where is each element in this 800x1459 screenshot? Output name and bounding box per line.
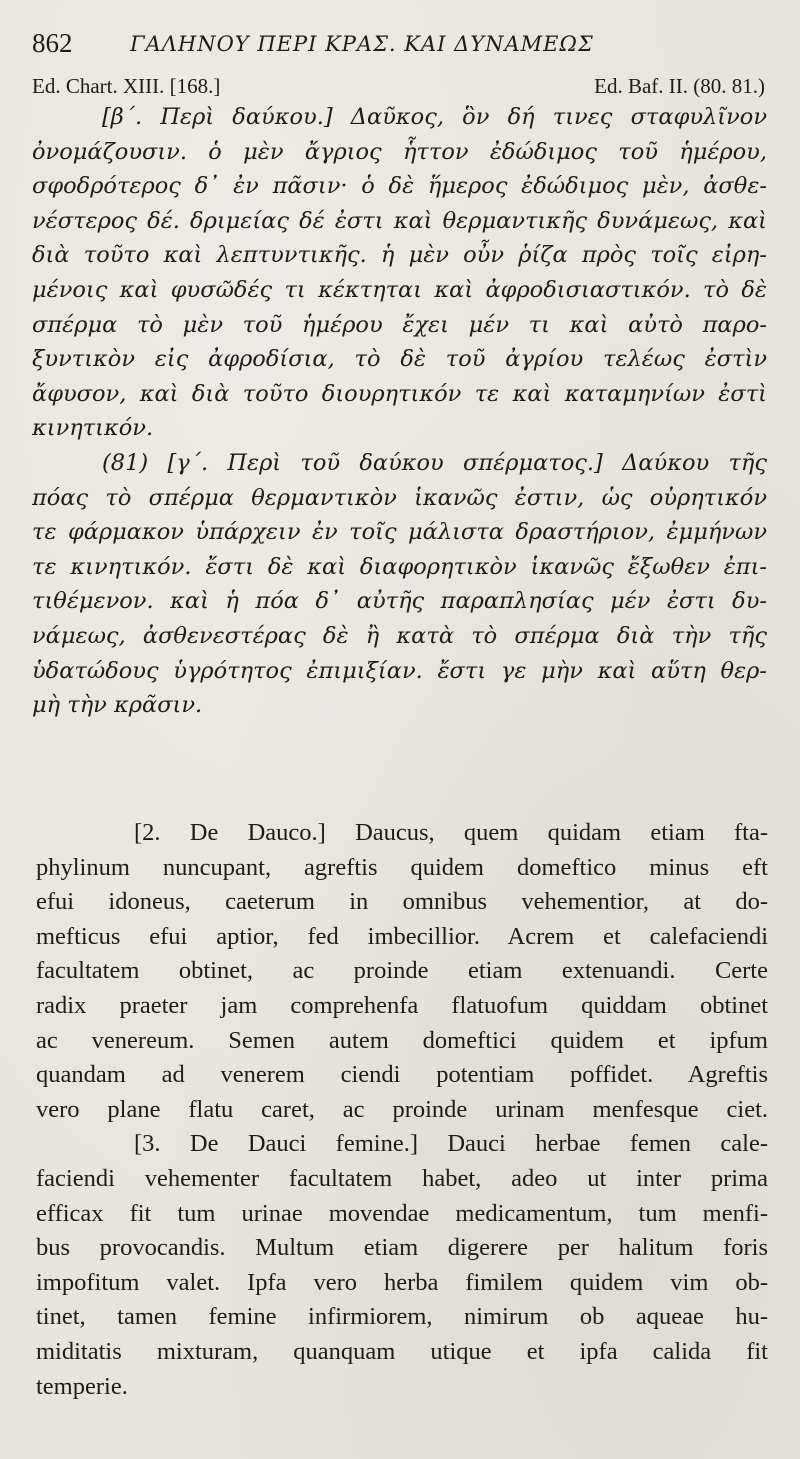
latin-line: efficax fit tum urinae movendae medicamentum, tum menfi-	[36, 1199, 768, 1227]
edition-chart-reference: Ed. Chart. XIII. [168.]	[32, 74, 221, 98]
greek-line: πόας τὸ σπέρμα θερμαντικὸν ἱκανῶς ἐστιν, ὡς οὐρητικόν	[32, 484, 767, 511]
latin-line: bus provocandis. Multum etiam digerere per halitum foris	[36, 1234, 768, 1262]
latin-line: ac venereum. Semen autem domeftici quidem et ipfum	[36, 1026, 768, 1054]
greek-line: σπέρμα τὸ μὲν τοῦ ἡμέρου ἔχει μέν τι καὶ αὐτὸ παρο-	[32, 311, 767, 338]
latin-line: temperie.	[36, 1372, 128, 1400]
latin-line: mefticus efui aptior, fed imbecillior. Acrem et calefaciendi	[36, 922, 768, 950]
latin-line: radix praeter jam comprehenfa flatuofum quiddam obtinet	[36, 991, 768, 1019]
greek-line: νάμεως, ἀσθενεστέρας δὲ ἢ κατὰ τὸ σπέρμα διὰ τὴν τῆς	[32, 622, 767, 649]
latin-line: efui idoneus, caeterum in omnibus vehementior, at do-	[36, 888, 768, 916]
latin-line: faciendi vehementer facultatem habet, adeo ut inter prima	[36, 1164, 768, 1192]
greek-line: μένοις καὶ φυσῶδές τι κέκτηται καὶ ἀφροδισιαστικόν. τὸ δὲ	[32, 276, 767, 303]
greek-line: τε φάρμακον ὑπάρχειν ἐν τοῖς μάλιστα δραστήριον, ἐμμήνων	[32, 519, 767, 546]
latin-line: [2. De Dauco.] Daucus, quem quidam etiam fta-	[134, 819, 768, 846]
greek-text-block	[32, 100, 767, 723]
latin-line: phylinum nuncupant, agreftis quidem domeftico minus eft	[36, 853, 768, 881]
greek-line: ἄφυσον, καὶ διὰ τοῦτο διουρητικόν τε καὶ καταμηνίων ἐστὶ	[32, 380, 767, 407]
greek-line: διὰ τοῦτο καὶ λεπτυντικῆς. ἡ μὲν οὖν ῥίζα πρὸς τοῖς εἰρη-	[32, 242, 767, 269]
latin-line: facultatem obtinet, ac proinde etiam extenuandi. Certe	[36, 957, 768, 985]
latin-line: quandam ad venerem ciendi potentiam poffidet. Agreftis	[36, 1061, 768, 1089]
greek-line: κινητικόν.	[32, 415, 154, 442]
greek-line: νέστερος δέ. δριμείας δέ ἐστι καὶ θερμαντικῆς δυνάμεως, καὶ	[32, 207, 767, 234]
latin-line: impofitum valet. Ipfa vero herba fimilem quidem vim ob-	[36, 1268, 768, 1296]
greek-line: ὑδατώδους ὑγρότητος ἐπιμιξίαν. ἔστι γε μὴν καὶ αὕτη θερ-	[32, 657, 767, 684]
running-head: ΓΑΛΗΝΟΥ ΠΕΡΙ ΚΡΑΣ. ΚΑΙ ΔΥΝΑΜΕΩΣ	[130, 32, 594, 56]
greek-line: τε κινητικόν. ἔστι δὲ καὶ διαφορητικὸν ἱκανῶς ἔξωθεν ἐπι-	[32, 553, 767, 580]
greek-line: ξυντικὸν εἰς ἀφροδίσια, τὸ δὲ τοῦ ἀγρίου τελέως ἐστὶν	[32, 346, 767, 373]
page-header	[32, 28, 772, 64]
greek-line: ὀνομάζουσιν. ὁ μὲν ἄγριος ἧττον ἐδώδιμος τοῦ ἡμέρου,	[32, 138, 767, 165]
latin-line: tinet, tamen femine infirmiorem, nimirum ob aqueae hu-	[36, 1303, 768, 1331]
edition-references	[32, 74, 765, 99]
greek-line: [β΄. Περὶ δαύκου.] Δαῦκος, ὃν δή τινες σταφυλῖνον	[102, 104, 767, 130]
latin-text-block	[36, 816, 768, 1404]
greek-line: (81) [γ΄. Περὶ τοῦ δαύκου σπέρματος.] Δαύκου τῆς	[102, 449, 767, 476]
latin-line: miditatis mixturam, quanquam utique et ipfa calida fit	[36, 1337, 768, 1365]
edition-basel-reference: Ed. Baf. II. (80. 81.)	[594, 74, 765, 98]
greek-line: σφοδρότερος δ᾽ ἐν πᾶσιν· ὁ δὲ ἥμερος ἐδώδιμος μὲν, ἀσθε-	[32, 173, 767, 200]
greek-line: τιθέμενον. καὶ ἡ πόα δ᾽ αὐτῆς παραπλησίας μέν ἐστι δυ-	[32, 588, 767, 615]
latin-line: [3. De Dauci femine.] Dauci herbae femen cale-	[134, 1130, 768, 1158]
latin-line: vero plane flatu caret, ac proinde urinam menfesque ciet.	[36, 1095, 768, 1123]
greek-line: μὴ τὴν κρᾶσιν.	[32, 692, 203, 719]
page-number: 862	[32, 28, 73, 58]
